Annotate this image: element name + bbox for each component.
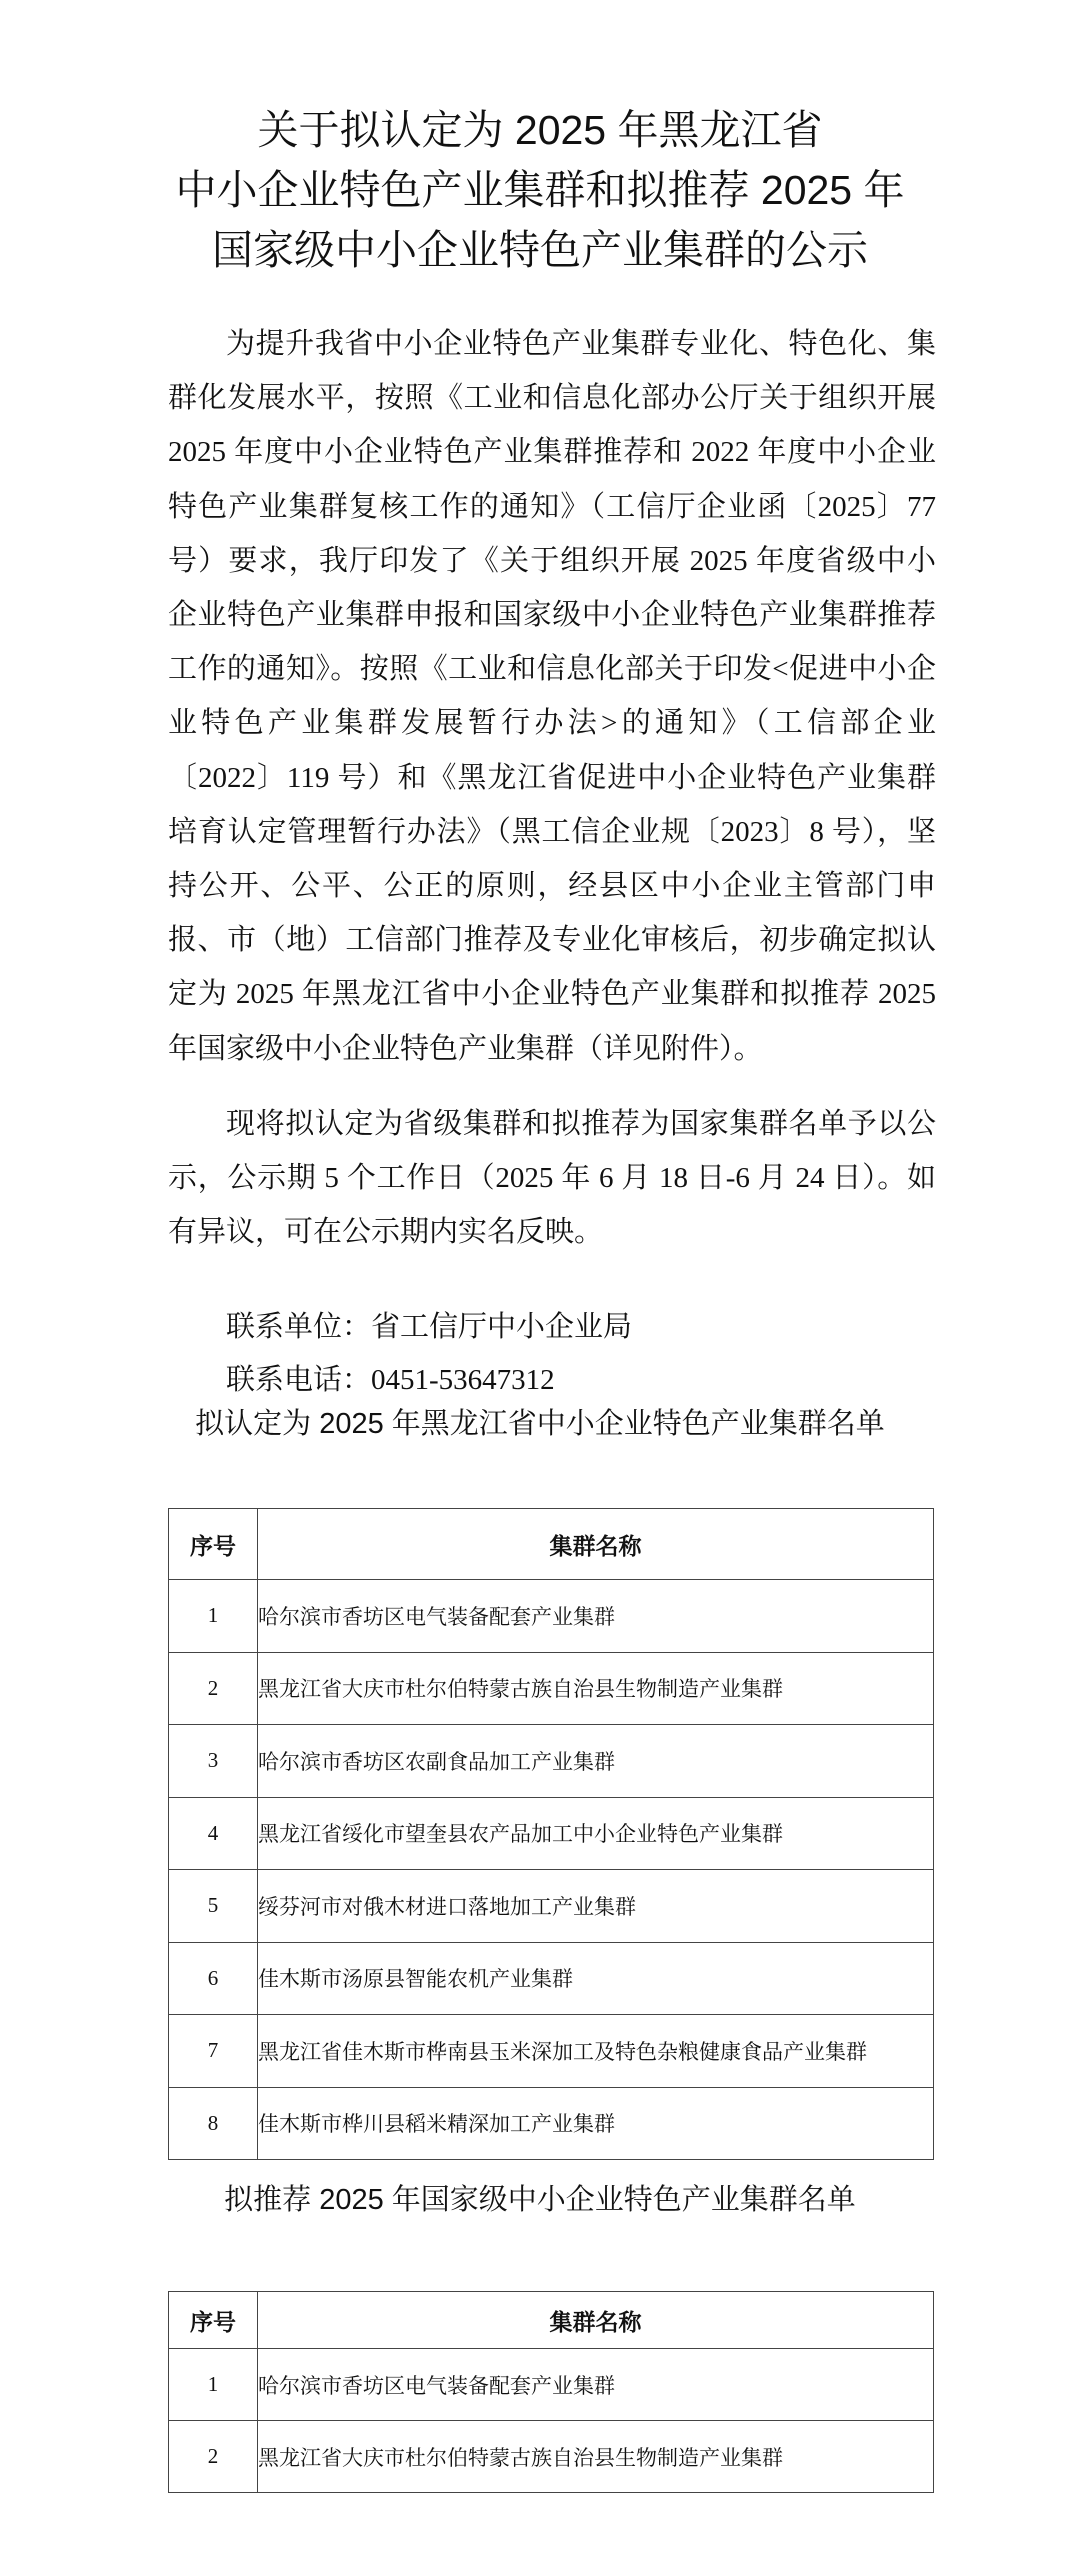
table-row (169, 2015, 934, 2088)
header-cluster-name: 集群名称 (258, 2292, 934, 2349)
row-number: 4 (169, 1797, 258, 1870)
row-number: 5 (169, 1870, 258, 1943)
table-row (169, 1870, 934, 1943)
table-row (169, 2087, 934, 2160)
cluster-name: 黑龙江省绥化市望奎县农产品加工中小企业特色产业集群 (258, 1797, 934, 1870)
table-2-title: 拟推荐 2025 年国家级中小企业特色产业集群名单 (224, 2184, 856, 2216)
document-title-line-1: 关于拟认定为 2025 年黑龙江省 (257, 107, 823, 153)
cluster-name: 黑龙江省佳木斯市桦南县玉米深加工及特色杂粮健康食品产业集群 (258, 2015, 934, 2088)
body-paragraph-2: 现将拟认定为省级集群和拟推荐为国家集群名单予以公示，公示期 5 个工作日（2025 年 6 月 18 日-6 月 24 日）。如有异议，可在公示期内实名反映。 (168, 1108, 936, 1249)
row-number: 6 (169, 1942, 258, 2015)
cluster-name: 绥芬河市对俄木材进口落地加工产业集群 (258, 1870, 934, 1943)
contact-unit: 联系单位：省工信厅中小企业局 (226, 1311, 633, 1343)
cluster-name: 佳木斯市汤原县智能农机产业集群 (258, 1942, 934, 2015)
cluster-name: 哈尔滨市香坊区电气装备配套产业集群 (258, 2349, 934, 2421)
cluster-name: 哈尔滨市香坊区电气装备配套产业集群 (258, 1580, 934, 1653)
cluster-name: 哈尔滨市香坊区农副食品加工产业集群 (258, 1725, 934, 1798)
provincial-cluster-table (168, 1508, 934, 2160)
table-row (169, 1725, 934, 1798)
row-number: 2 (169, 1652, 258, 1725)
row-number: 1 (169, 2349, 258, 2421)
row-number: 8 (169, 2087, 258, 2160)
table-1-title: 拟认定为 2025 年黑龙江省中小企业特色产业集群名单 (195, 1408, 885, 1440)
document-title-line-3: 国家级中小企业特色产业集群的公示 (212, 227, 868, 273)
table-row (169, 2421, 934, 2493)
table-row (169, 1580, 934, 1653)
table-row (169, 1652, 934, 1725)
table-row (169, 2349, 934, 2421)
contact-phone: 联系电话：0451-53647312 (226, 1364, 555, 1396)
header-cluster-name: 集群名称 (258, 1509, 934, 1580)
cluster-name: 黑龙江省大庆市杜尔伯特蒙古族自治县生物制造产业集群 (258, 1652, 934, 1725)
cluster-name: 黑龙江省大庆市杜尔伯特蒙古族自治县生物制造产业集群 (258, 2421, 934, 2493)
row-number: 1 (169, 1580, 258, 1653)
cluster-name: 佳木斯市桦川县稻米精深加工产业集群 (258, 2087, 934, 2160)
row-number: 2 (169, 2421, 258, 2493)
header-serial-number: 序号 (169, 1509, 258, 1580)
national-cluster-table (168, 2291, 934, 2493)
table-header-row (169, 2292, 934, 2349)
table-header-row (169, 1509, 934, 1580)
table-row (169, 1797, 934, 1870)
table-row (169, 1942, 934, 2015)
document-title-line-2: 中小企业特色产业集群和拟推荐 2025 年 (175, 167, 905, 213)
row-number: 7 (169, 2015, 258, 2088)
body-paragraph-1: 为提升我省中小企业特色产业集群专业化、特色化、集群化发展水平，按照《工业和信息化部办公厅关于组织开展 2025 年度中小企业特色产业集群推荐和 2022 年度中小企业特色产业集群复核工作的通知》（工信厅企业函〔2025〕77 号）要求，我厅印发了《关于组织开展 2025 年度省级中小企业特色产业集群申报和国家级中小企业特色产业集群推荐工作的通知》。按照《工业和信息化部关于印发<促进中小企业特色产业集群发展暂行办法>的通知》（工信部企业〔2022〕119 号）和《黑龙江省促进中小企业特色产业集群培育认定管理暂行办法》（黑工信企业规〔2023〕8 号），坚持公开、公平、公正的原则，经县区中小企业主管部门申报、市（地）工信部门推荐及专业化审核后，初步确定拟认定为 2025 年黑龙江省中小企业特色产业集群和拟推荐 2025 年国家级中小企业特色产业集群（详见附件）。 (168, 328, 936, 1065)
header-serial-number: 序号 (169, 2292, 258, 2349)
row-number: 3 (169, 1725, 258, 1798)
